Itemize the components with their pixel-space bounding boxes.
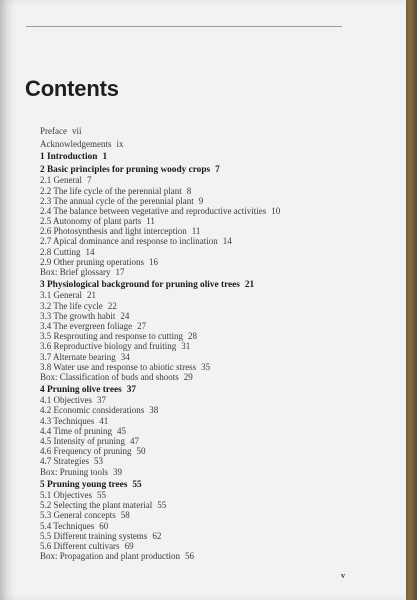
toc-entry-title: Box: Pruning tools: [40, 466, 109, 477]
toc-entry-page: 1: [102, 151, 108, 162]
toc-entry-page: 45: [117, 425, 127, 436]
toc-section-entry: [40, 490, 370, 500]
toc-section-entry: [40, 226, 370, 236]
toc-entry-title: 1 Introduction: [40, 151, 98, 162]
toc-entry-page: 50: [136, 446, 146, 457]
toc-entry-page: 10: [271, 205, 281, 216]
toc-entry-title: 3.4 The evergreen foliage: [40, 320, 133, 331]
toc-section-entry: [40, 467, 370, 477]
toc-entry-page: 35: [201, 361, 211, 372]
toc-entry-page: 9: [198, 195, 204, 206]
toc-entry-page: 56: [184, 551, 194, 562]
toc-section-entry: [40, 352, 370, 362]
toc-section-entry: [40, 405, 370, 415]
toc-entry-title: 3.3 The growth habit: [40, 310, 116, 321]
toc-section-entry: [40, 206, 370, 216]
toc-entry-page: 21: [244, 280, 255, 291]
toc-entry-page: 27: [137, 320, 147, 331]
toc-entry-title: 2.6 Photosynthesis and light interception: [40, 226, 187, 237]
toc-section-entry: [40, 426, 370, 436]
toc-entry-page: 53: [94, 456, 103, 467]
toc-entry-page: vii: [71, 126, 82, 136]
toc-chapter-entry: [40, 152, 370, 162]
toc-entry-page: 47: [130, 436, 139, 447]
toc-entry-page: 34: [120, 351, 130, 362]
toc-entry-title: 2.4 The balance between vegetative and reproductive activities: [40, 205, 267, 216]
toc-section-entry: [40, 311, 370, 321]
toc-section-entry: [40, 267, 370, 277]
toc-entry-title: 2 Basic principles for pruning woody crops: [40, 165, 211, 176]
toc-entry-title: Preface: [40, 126, 67, 136]
toc-entry-title: 3.6 Reproductive biology and fruiting: [40, 341, 177, 352]
toc-entry-page: 37: [97, 395, 106, 406]
toc-section-entry: [40, 236, 370, 246]
toc-entry-page: 37: [126, 385, 136, 396]
toc-entry-page: 22: [107, 300, 117, 311]
toc-section-entry: [40, 247, 370, 257]
page-title: Contents: [25, 76, 119, 101]
toc-section-entry: [40, 446, 370, 456]
toc-entry-title: 5.5 Different training systems: [40, 530, 148, 541]
toc-entry-title: 4.5 Intensity of pruning: [40, 436, 125, 447]
toc-entry-page: 69: [124, 540, 134, 551]
header-rule: [26, 26, 342, 27]
toc-entry-page: 41: [99, 415, 109, 426]
toc-chapter-entry: [40, 385, 370, 395]
page-number: v: [341, 571, 345, 580]
toc-entry-page: 14: [85, 246, 95, 257]
toc-entry-page: 55: [132, 479, 142, 490]
toc-section-entry: [40, 521, 370, 531]
toc-section-entry: [40, 372, 370, 382]
toc-entry-title: 5.3 General concepts: [40, 510, 116, 521]
toc-entry-page: 7: [215, 165, 220, 176]
toc-entry-page: 11: [191, 226, 201, 237]
toc-entry-title: 3.7 Alternate bearing: [40, 351, 116, 362]
toc-section-entry: [40, 416, 370, 426]
toc-entry-title: 4.4 Time of pruning: [40, 425, 113, 436]
toc-entry-page: 55: [157, 500, 167, 511]
toc-entry-title: 5 Pruning young trees: [40, 479, 128, 490]
toc-entry-title: 3.8 Water use and response to abiotic stress: [40, 361, 197, 372]
toc-entry-title: 2.8 Cutting: [40, 246, 81, 257]
toc-entry-title: 4 Pruning olive trees: [40, 385, 122, 396]
toc-section-entry: [40, 257, 370, 267]
toc-entry-title: 3.1 General: [40, 290, 82, 301]
toc-entry-page: 28: [187, 331, 197, 342]
toc-entry-title: 5.4 Techniques: [40, 520, 95, 531]
toc-entry-title: 2.5 Autonomy of plant parts: [40, 216, 142, 227]
toc-entry-page: 8: [186, 185, 192, 196]
toc-entry-title: Box: Classification of buds and shoots: [40, 371, 179, 382]
toc-entry-title: 4.7 Strategies: [40, 456, 89, 467]
toc-section-entry: [40, 331, 370, 341]
toc-section-entry: [40, 321, 370, 331]
toc-entry-page: 29: [183, 371, 193, 382]
toc-entry-title: 2.1 General: [40, 175, 82, 186]
toc-section-entry: [40, 395, 370, 405]
toc-entry-page: 60: [99, 520, 109, 531]
toc-entry-page: 39: [113, 466, 123, 477]
toc-entry-title: 2.3 The annual cycle of the perennial plant: [40, 195, 194, 206]
toc-entry-title: Acknowledgements: [40, 138, 112, 149]
toc-section-entry: [40, 362, 370, 372]
toc-entry-title: 4.6 Frequency of pruning: [40, 446, 132, 457]
toc-chapter-entry: [40, 280, 370, 290]
toc-entry-title: 2.9 Other pruning operations: [40, 256, 144, 267]
toc-entry-title: 5.1 Objectives: [40, 489, 92, 500]
toc-entry-title: 4.3 Techniques: [40, 415, 95, 426]
toc-section-entry: [40, 456, 370, 466]
toc-entry-page: 11: [146, 216, 155, 227]
toc-entry-title: 5.6 Different cultivars: [40, 540, 120, 551]
toc-entry-page: 31: [181, 341, 191, 352]
toc-entry-title: 3.5 Resprouting and response to cutting: [40, 331, 183, 342]
toc-section-entry: [40, 196, 370, 206]
toc-section-entry: [40, 290, 370, 300]
toc-section-entry: [40, 500, 370, 510]
toc-chapter-entry: [40, 165, 370, 175]
toc-entry-title: 3 Physiological background for pruning olive trees: [40, 280, 240, 291]
toc-entry-page: 24: [120, 310, 130, 321]
toc-section-entry: [40, 216, 370, 226]
toc-front-matter-entry: [40, 126, 370, 136]
toc-entry-title: 5.2 Selecting the plant material: [40, 500, 153, 511]
toc-entry-page: 7: [86, 175, 92, 186]
toc-section-entry: [40, 341, 370, 351]
toc-entry-page: 17: [115, 267, 125, 278]
toc-section-entry: [40, 186, 370, 196]
toc-section-entry: [40, 510, 370, 520]
toc-entry-title: 4.1 Objectives: [40, 395, 92, 406]
table-of-contents: [40, 126, 370, 561]
toc-section-entry: [40, 175, 370, 185]
toc-entry-title: 2.7 Apical dominance and response to inclination: [40, 236, 218, 247]
toc-entry-title: 4.2 Economic considerations: [40, 405, 145, 416]
toc-entry-title: 2.2 The life cycle of the perennial plant: [40, 185, 182, 196]
toc-entry-page: 21: [86, 290, 96, 301]
toc-section-entry: [40, 301, 370, 311]
toc-section-entry: [40, 436, 370, 446]
toc-section-entry: [40, 541, 370, 551]
toc-entry-page: 16: [148, 256, 158, 267]
toc-entry-page: ix: [116, 138, 124, 149]
toc-entry-page: 14: [222, 236, 232, 247]
toc-entry-page: 58: [120, 510, 130, 521]
toc-chapter-entry: [40, 480, 370, 490]
toc-entry-title: 3.2 The life cycle: [40, 300, 103, 311]
adjacent-book-edge: [405, 0, 417, 600]
toc-entry-page: 55: [97, 489, 106, 500]
toc-entry-title: Box: Brief glossary: [40, 267, 111, 278]
toc-entry-page: 62: [152, 530, 162, 541]
toc-entry-page: 38: [149, 405, 159, 416]
toc-entry-title: Box: Propagation and plant production: [40, 551, 180, 562]
toc-section-entry: [40, 551, 370, 561]
toc-section-entry: [40, 531, 370, 541]
toc-front-matter-entry: [40, 139, 370, 149]
